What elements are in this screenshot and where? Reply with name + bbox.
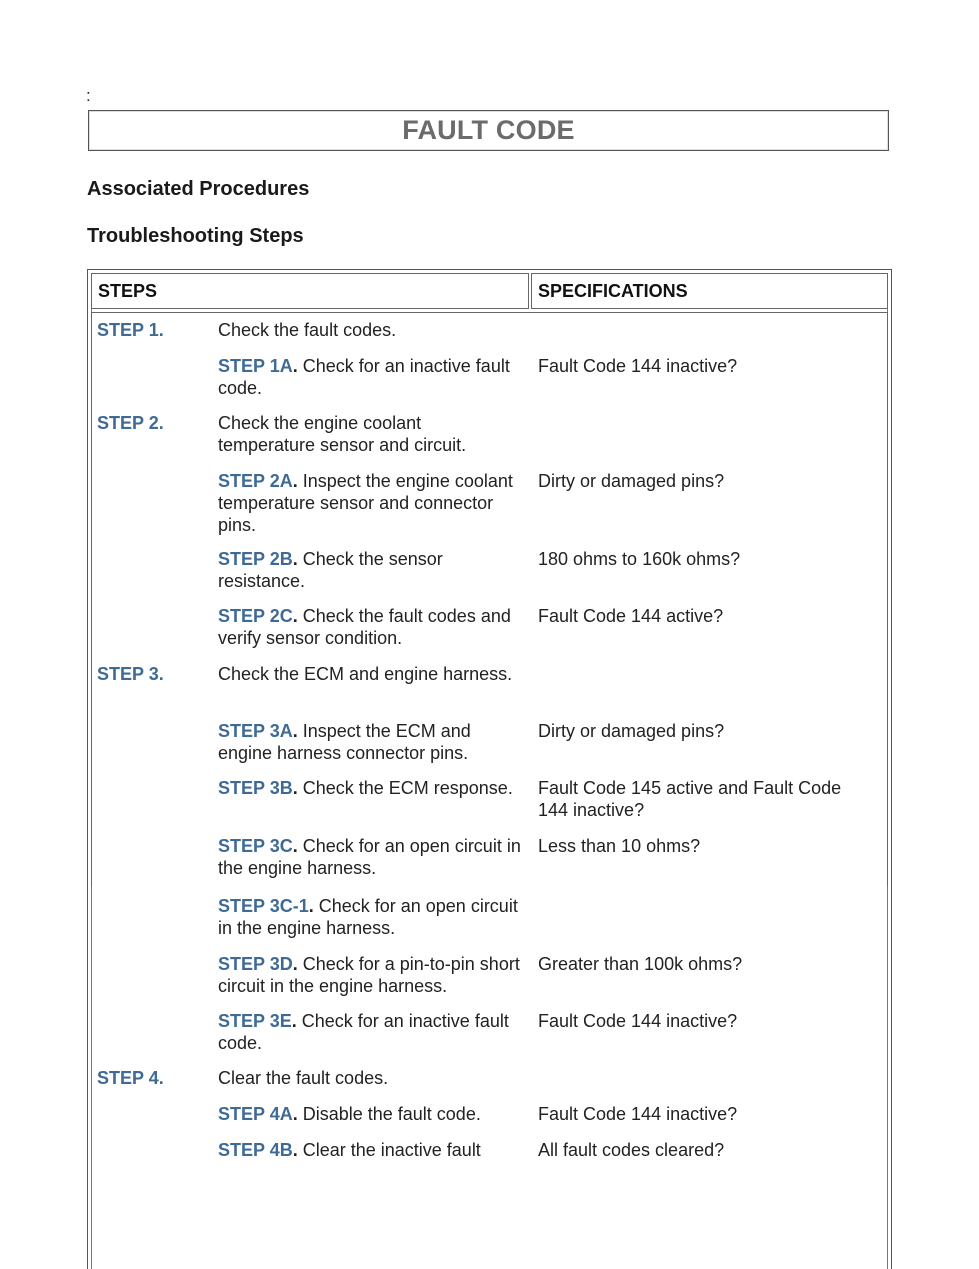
substep-text: Check for an open circuit in the engine harness. bbox=[218, 896, 518, 938]
substep-description: STEP 3C-1. Check for an open circuit in the engine harness. bbox=[218, 896, 518, 938]
associated-procedures-heading: Associated Procedures bbox=[87, 178, 310, 200]
page-title-box bbox=[88, 110, 889, 151]
substep-link[interactable]: STEP 2A bbox=[218, 471, 293, 491]
step-specification: Fault Code 144 inactive? bbox=[538, 1104, 738, 1124]
substep-description: STEP 3A. Inspect the ECM and engine harness connector pins. bbox=[218, 721, 471, 763]
substep-description: STEP 3C. Check for an open circuit in the engine harness. bbox=[218, 836, 521, 878]
substep-text: Check the sensor resistance. bbox=[218, 549, 443, 591]
substep-description: STEP 3E. Check for an inactive fault code. bbox=[218, 1011, 509, 1053]
step-specification: 180 ohms to 160k ohms? bbox=[538, 549, 741, 569]
step-description: Check the ECM and engine harness. bbox=[218, 664, 513, 684]
substep-link[interactable]: STEP 3C bbox=[218, 836, 293, 856]
substep-text: Clear the inactive fault bbox=[297, 1140, 481, 1160]
substep-text: Check for an open circuit in the engine harness. bbox=[218, 836, 521, 878]
step-specification: All fault codes cleared? bbox=[538, 1140, 725, 1160]
header-steps: STEPS bbox=[91, 273, 529, 309]
substep-description: STEP 3D. Check for a pin-to-pin short circuit in the engine harness. bbox=[218, 954, 520, 996]
substep-link[interactable]: STEP 3D bbox=[218, 954, 293, 974]
step-number[interactable]: STEP 3. bbox=[97, 664, 164, 684]
header-specifications: SPECIFICATIONS bbox=[531, 273, 888, 309]
step-specification: Fault Code 144 inactive? bbox=[538, 356, 738, 376]
step-description: Clear the fault codes. bbox=[218, 1068, 389, 1088]
step-specification: Fault Code 145 active and Fault Code 144 inactive? bbox=[538, 778, 842, 820]
substep-text: Check for an inactive fault code. bbox=[218, 1011, 509, 1053]
step-description: Check the engine coolant temperature sensor and circuit. bbox=[218, 413, 467, 455]
step-specification: Dirty or damaged pins? bbox=[538, 471, 725, 491]
step-specification: Greater than 100k ohms? bbox=[538, 954, 743, 974]
substep-text: Inspect the engine coolant temperature sensor and connector pins. bbox=[218, 471, 513, 535]
step-specification: Fault Code 144 inactive? bbox=[538, 1011, 738, 1031]
colon-mark: : bbox=[86, 86, 91, 105]
substep-link[interactable]: STEP 3A bbox=[218, 721, 293, 741]
step-specification: Fault Code 144 active? bbox=[538, 606, 724, 626]
step-number[interactable]: STEP 2. bbox=[97, 413, 164, 433]
substep-description: STEP 4B. Clear the inactive fault bbox=[218, 1140, 481, 1160]
substep-link[interactable]: STEP 3E bbox=[218, 1011, 292, 1031]
substep-text: Inspect the ECM and engine harness connector pins. bbox=[218, 721, 471, 763]
step-specification: Less than 10 ohms? bbox=[538, 836, 701, 856]
step-specification: Dirty or damaged pins? bbox=[538, 721, 725, 741]
substep-description: STEP 4A. Disable the fault code. bbox=[218, 1104, 481, 1124]
substep-description: STEP 2C. Check the fault codes and verify sensor condition. bbox=[218, 606, 511, 648]
substep-link[interactable]: STEP 4A bbox=[218, 1104, 293, 1124]
substep-description: STEP 2A. Inspect the engine coolant temperature sensor and connector pins. bbox=[218, 471, 513, 535]
step-description: Check the fault codes. bbox=[218, 320, 397, 340]
substep-text: Check the fault codes and verify sensor condition. bbox=[218, 606, 511, 648]
substep-text: Check the ECM response. bbox=[297, 778, 513, 798]
page-title: FAULT CODE bbox=[402, 115, 575, 145]
substep-text: Check for a pin-to-pin short circuit in the engine harness. bbox=[218, 954, 520, 996]
substep-description: STEP 1A. Check for an inactive fault code. bbox=[218, 356, 510, 398]
substep-link[interactable]: STEP 3B bbox=[218, 778, 293, 798]
troubleshooting-steps-heading: Troubleshooting Steps bbox=[87, 225, 304, 247]
step-number[interactable]: STEP 1. bbox=[97, 320, 164, 340]
substep-link[interactable]: STEP 4B bbox=[218, 1140, 293, 1160]
step-number[interactable]: STEP 4. bbox=[97, 1068, 164, 1088]
substep-description: STEP 2B. Check the sensor resistance. bbox=[218, 549, 443, 591]
substep-text: Check for an inactive fault code. bbox=[218, 356, 510, 398]
substep-link[interactable]: STEP 1A bbox=[218, 356, 293, 376]
substep-link[interactable]: STEP 2C bbox=[218, 606, 293, 626]
substep-text: Disable the fault code. bbox=[297, 1104, 481, 1124]
substep-description: STEP 3B. Check the ECM response. bbox=[218, 778, 513, 798]
substep-link[interactable]: STEP 2B bbox=[218, 549, 293, 569]
substep-link[interactable]: STEP 3C-1 bbox=[218, 896, 309, 916]
